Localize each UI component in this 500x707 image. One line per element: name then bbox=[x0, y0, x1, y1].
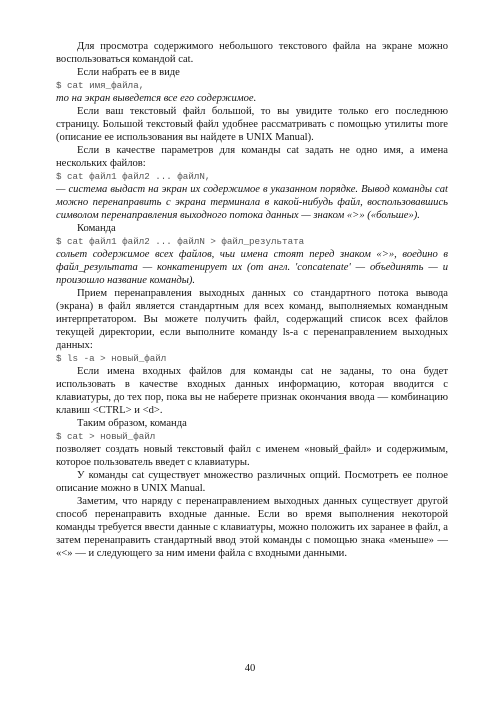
paragraph-create-file: позволяет создать новый текстовый файл с именем «новый_файл» и содержимым, которое пользователь введет с клавиатуры. bbox=[56, 444, 448, 468]
page-body bbox=[56, 40, 448, 560]
paragraph-input-redirect: Заметим, что наряду с перенаправлением выходных данных существует другой способ перенаправить входные данные. Если во время выполнения некоторой команды требуется ввести данные с клавиатуры, можно положить их заранее в файл, а затем перенаправить стандартный ввод этой команды с помощью знака «меньше» — «<» — и следующего за ним имени файла с входными данными. bbox=[56, 496, 448, 559]
paragraph-thus-command: Таким образом, команда bbox=[77, 418, 187, 429]
code-cat-new-file: $ cat > новый_файл bbox=[56, 431, 156, 442]
code-cat-filename: $ cat имя_файла, bbox=[56, 80, 145, 91]
paragraph-cat-usage: Если набрать ее в виде bbox=[77, 67, 180, 78]
page-number: 40 bbox=[244, 663, 256, 674]
paragraph-cat-options: У команды cat существует множество различных опций. Посмотреть ее полное описание можно в UNIX Manual. bbox=[56, 470, 448, 494]
paragraph-concatenate: сольет содержимое всех файлов, чьи имена стоят перед знаком «>», воедино в файл_результата — конкатенирует их (от англ. 'concatenate' — объединять — и произошло название команды). bbox=[56, 249, 448, 286]
paragraph-redirect-output: — система выдаст на экран их содержимое в указанном порядке. Вывод команды cat можно перенаправить с экрана терминала в какой-нибудь файл, воспользовавшись символом перенаправления выходного потока данных — знаком «>» («больше»). bbox=[56, 184, 448, 221]
paragraph-redirect-technique: Прием перенаправления выходных данных со стандартного потока вывода (экрана) в файл является стандартным для всех команд, выполняемых командным интерпретатором. Вы можете получить файл, содержащий список всех файлов текущей директории, если выполните команду ls-a с перенаправлением выходных данных: bbox=[56, 288, 448, 351]
code-ls-redirect: $ ls -a > новый_файл bbox=[56, 353, 167, 364]
code-cat-multiple: $ cat файл1 файл2 ... файлN, bbox=[56, 171, 211, 182]
paragraph-cat-result: то на экран выведется все его содержимое. bbox=[56, 93, 257, 104]
paragraph-large-file: Если ваш текстовый файл большой, то вы увидите только его последнюю страницу. Большой текстовый файл удобнее рассматривать с помощью утилиты more (описание ее использования вы найдете в UNIX Manual). bbox=[56, 106, 448, 143]
paragraph-multiple-files: Если в качестве параметров для команды cat задать не одно имя, а имена нескольких файлов: bbox=[56, 145, 448, 169]
paragraph-cat-intro: Для просмотра содержимого небольшого текстового файла на экране можно воспользоваться командой cat. bbox=[56, 41, 448, 65]
paragraph-keyboard-input: Если имена входных файлов для команды cat не заданы, то она будет использовать в качестве входных данных информацию, которая вводится с клавиатуры, до тех пор, пока вы не наберете признак окончания ввода — комбинацию клавиш <CTRL> и <d>. bbox=[56, 366, 448, 416]
paragraph-command-label: Команда bbox=[77, 223, 116, 234]
code-cat-redirect: $ cat файл1 файл2 ... файлN > файл_результата bbox=[56, 236, 305, 247]
